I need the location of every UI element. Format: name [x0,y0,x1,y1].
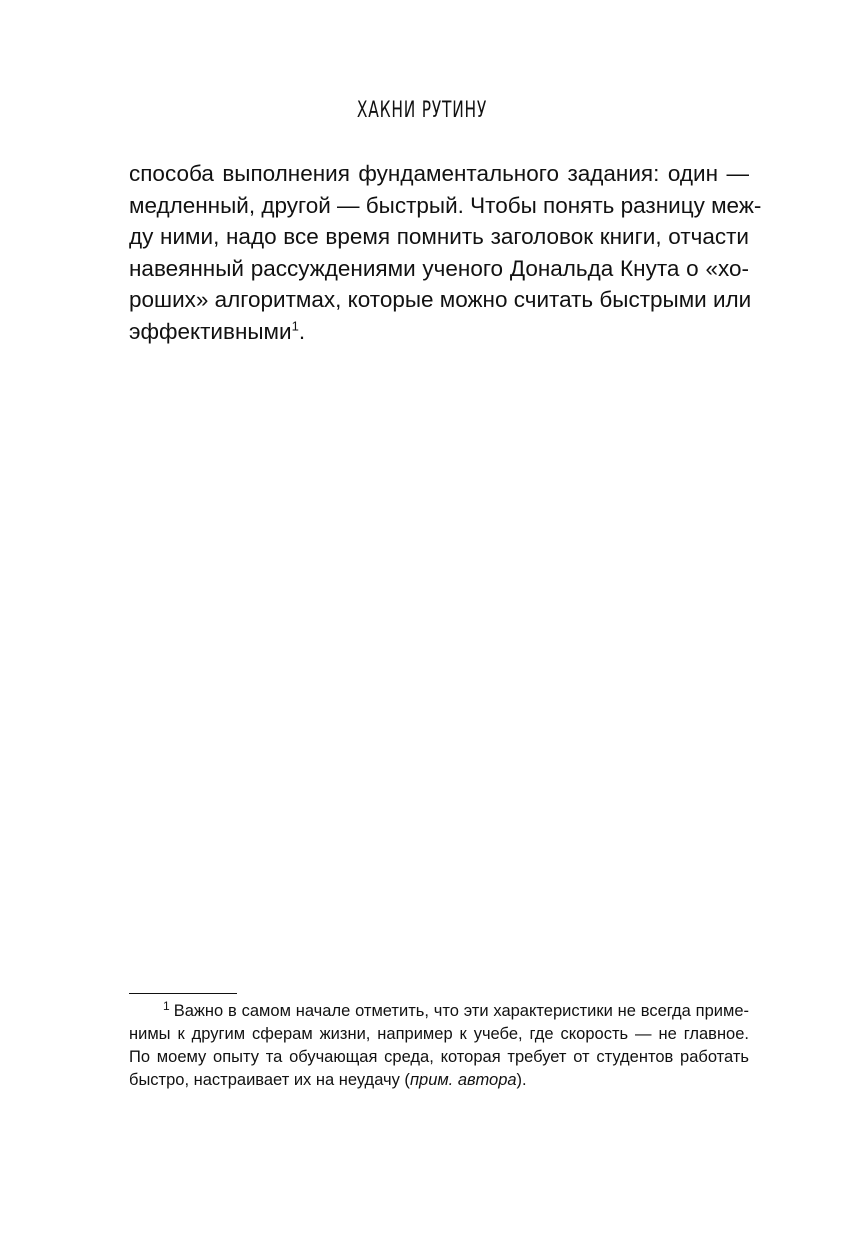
footnote-text: быстро, настраивает их на неудачу ( [129,1071,410,1089]
running-head: ХАКНИ РУТИНУ [356,98,488,123]
footnote-line: По моему опыту та обучающая среда, которая требует от студентов работать [129,1048,749,1066]
footnote-attribution: прим. автора [409,1071,517,1089]
body-line-last: эффективными$^1$. [129,318,306,344]
footnote-marker: 1 [163,998,170,1013]
footnote-line-last [129,1069,749,1092]
body-paragraph [129,158,762,347]
body-line: медленный, другой — быстрый. Чтобы понять разницу меж- [129,192,762,218]
footnote-text-end: ). [516,1071,527,1089]
footnote-line [129,1000,749,1023]
footnote-line: нимы к другим сферам жизни, например к учебе, где скорость — не главное. [129,1025,749,1043]
footnote-separator [129,993,237,994]
body-line: ду ними, надо все время помнить заголовок книги, отчасти [129,224,749,249]
footnote-reference[interactable]: 1 [291,318,299,333]
footnote [129,1000,749,1092]
body-line: навеянный рассуждениями ученого Дональда Кнута о «хо- [129,255,749,281]
body-last-text: эффективными [129,318,292,344]
footnote-text: Важно в самом начале отметить, что эти характеристики не всегда приме- [173,1002,749,1020]
body-line: роших» алгоритмах, которые можно считать быстрыми или [129,287,752,312]
body-line: способа выполнения фундаментального задания: один — [129,161,749,186]
